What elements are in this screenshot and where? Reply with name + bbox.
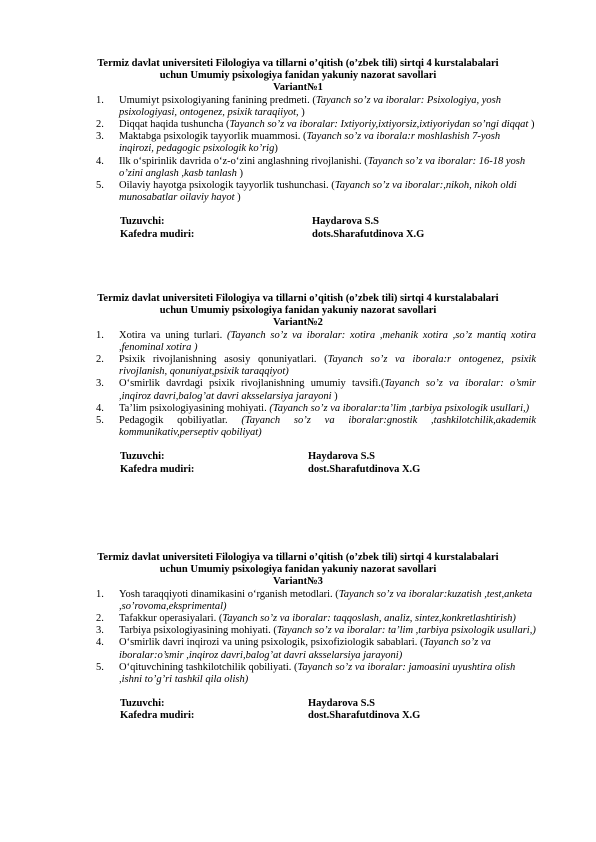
- author-label: Tuzuvchi:: [120, 451, 165, 463]
- signature-row-head: [120, 710, 560, 722]
- question-text: Tarbiya psixologiyasining mohiyati. (: [119, 625, 277, 637]
- question-closing: ): [298, 106, 305, 118]
- question-text: O‘qituvchining tashkilotchilik qobiliyati. (: [119, 661, 298, 673]
- question-item: [96, 95, 536, 119]
- question-item: [96, 403, 536, 415]
- variant-header: [38, 58, 558, 95]
- question-keywords: (Tayanch so’z va iboralar: xotira ,mehanik xotira ,so’z mantiq xotira ,fenominal xotira ): [119, 329, 536, 353]
- question-closing: ): [528, 119, 535, 131]
- question-number: 1.: [96, 94, 104, 106]
- question-number: 3.: [96, 378, 104, 390]
- header-subject-line: uchun Umumiy psixologiya fanidan yakuniy nazorat savollari: [159, 70, 437, 82]
- question-keywords: Tayanch so’z va iboralar: Psixologiya, yosh psixologiyasi, ontogenez, psixik taraqiiyot,: [119, 94, 501, 118]
- question-number: 5.: [96, 415, 104, 427]
- department-head-name: dots.Sharafutdinova X.G: [312, 228, 425, 240]
- question-keywords: Tayanch so’z va iboralar:o’smir ,inqiroz davri,balog’at davri aksselarsiya jarayoni): [119, 637, 491, 661]
- question-item: [96, 589, 536, 613]
- question-keywords: Tayanch so’z va iboralar:,nikoh, nikoh oldi munosabatlar oilaviy hayot: [119, 180, 517, 204]
- question-closing: ): [234, 192, 241, 204]
- signature-block: [120, 216, 560, 240]
- question-keywords: Tayanch so’z va iboralar: ta’lim ,tarbiya psixologik usullari,): [276, 625, 536, 637]
- question-number: 2.: [96, 119, 104, 131]
- signature-row-author: [120, 216, 560, 228]
- question-text: Psixik rivojlanishning asosiy qonuniyatlari. (: [119, 354, 328, 366]
- question-number: 3.: [96, 131, 104, 143]
- author-label: Tuzuvchi:: [120, 216, 165, 228]
- author-name: Haydarova S.S: [312, 216, 379, 228]
- question-closing: ): [331, 390, 338, 402]
- department-head-name: dost.Sharafutdinova X.G: [308, 463, 421, 475]
- variant-block-2: [0, 293, 596, 476]
- header-university-line: Termiz davlat universiteti Filologiya va tillarni o’qitish (o’zbek tili) sirtqi 4 kurstalabalari: [97, 552, 499, 563]
- question-item: [96, 613, 536, 625]
- department-head-name: dost.Sharafutdinova X.G: [308, 710, 421, 722]
- question-closing: ): [236, 167, 243, 179]
- question-text: Diqqat haqida tushuncha (: [119, 119, 230, 131]
- author-name: Haydarova S.S: [308, 451, 375, 463]
- question-closing: ): [274, 143, 278, 155]
- question-keywords: Tayanch so’z va iborala:r moshlashish 7-yosh inqirozi, pedagogic psixologik ko’rig: [119, 131, 501, 155]
- author-label: Tuzuvchi:: [120, 698, 165, 710]
- question-number: 1.: [96, 588, 104, 600]
- question-keywords: Tayanch so’z va iboralar: taqqoslash, analiz, sintez,konkretlashtirish): [222, 613, 516, 625]
- header-subject-line: uchun Umumiy psixologiya fanidan yakuniy nazorat savollari: [159, 305, 437, 317]
- variant-block-3: [0, 552, 596, 723]
- question-item: [96, 378, 536, 402]
- question-item: [96, 637, 536, 661]
- header-subject-line: uchun Umumiy psixologiya fanidan yakuniy nazorat savollari: [159, 564, 437, 576]
- author-name: Haydarova S.S: [308, 698, 375, 710]
- question-number: 3.: [96, 625, 104, 637]
- variant-title: Variant№3: [273, 576, 323, 588]
- question-text: Oilaviy hayotga psixologik tayyorlik tushunchasi. (: [119, 180, 335, 192]
- question-keywords: Tayanch so’z va iborala:r ontogenez, psixik rivojlanish, qonuniyat,psixik taraqqiyot): [119, 354, 536, 378]
- department-head-label: Kafedra mudiri:: [120, 710, 195, 722]
- variant-title: Variant№1: [273, 82, 323, 94]
- question-text: Umumiyt psixologiyaning fanining predmeti. (: [119, 94, 316, 106]
- question-number: 4.: [96, 402, 104, 414]
- signature-row-head: [120, 229, 560, 241]
- header-university-line: Termiz davlat universiteti Filologiya va tillarni o’qitish (o’zbek tili) sirtqi 4 kurstalabalari: [97, 293, 499, 304]
- question-item: [96, 119, 536, 131]
- variant-header: [38, 293, 558, 330]
- question-text: Tafakkur operasiyalari. (: [119, 613, 223, 625]
- signature-row-head: [120, 464, 560, 476]
- question-list: [96, 589, 536, 687]
- question-item: [96, 415, 536, 439]
- question-keywords: (Tayanch so’z va iboralar:ta’lim ,tarbiya psixologik usullari,): [269, 402, 530, 414]
- question-number: 5.: [96, 180, 104, 192]
- question-item: [96, 354, 536, 378]
- question-number: 5.: [96, 661, 104, 673]
- variant-title: Variant№2: [273, 317, 323, 329]
- question-number: 2.: [96, 354, 104, 366]
- question-list: [96, 95, 536, 205]
- question-text: Ilk o‘spirinlik davrida o‘z-o‘zini anglashning rivojlanishi. (: [119, 155, 368, 167]
- signature-row-author: [120, 698, 560, 710]
- question-text: Yosh taraqqiyoti dinamikasini o‘rganish metodlari. (: [119, 588, 339, 600]
- signature-block: [120, 698, 560, 722]
- variant-block-1: [0, 58, 596, 241]
- variant-header: [38, 552, 558, 589]
- question-item: [96, 131, 536, 155]
- signature-block: [120, 451, 560, 475]
- question-text: Maktabga psixologik tayyorlik muammosi. (: [119, 131, 307, 143]
- question-item: [96, 156, 536, 180]
- question-text: Xotira va uning turlari.: [119, 329, 227, 341]
- header-university-line: Termiz davlat universiteti Filologiya va tillarni o’qitish (o’zbek tili) sirtqi 4 kurstalabalari: [97, 58, 499, 69]
- question-keywords: Tayanch so’z va iboralar: o’smir ,inqiroz davri,balog’at davri aksselarsiya jarayoni: [119, 378, 536, 402]
- question-text: Pedagogik qobiliyatlar.: [119, 415, 242, 427]
- question-text: O‘smirlik davri inqirozi va uning psixologik, psixofiziologik sabablari. (: [119, 637, 424, 649]
- question-keywords: (Tayanch so’z va iboralar:gnostik ,tashkilotchilik,akademik kommunikativ,perseptiv qobiliyat): [119, 415, 537, 439]
- signature-row-author: [120, 451, 560, 463]
- question-list: [96, 330, 536, 440]
- question-number: 2.: [96, 613, 104, 625]
- question-keywords: Tayanch so’z va iboralar: jamoasini uyushtira olish ,ishni to’g’ri tashkil qila olish): [119, 661, 516, 686]
- question-number: 4.: [96, 155, 104, 167]
- question-keywords: Tayanch so’z va iboralar: Ixtiyoriy,ixtiyorsiz,ixtiyoriydan so’ngi diqqat: [229, 119, 529, 131]
- question-item: [96, 180, 536, 204]
- department-head-label: Kafedra mudiri:: [120, 463, 195, 475]
- question-number: 4.: [96, 637, 104, 649]
- question-keywords: Tayanch so’z va iboralar: 16-18 yosh o’zini anglash ,kasb tanlash: [119, 155, 526, 179]
- question-number: 1.: [96, 329, 104, 341]
- department-head-label: Kafedra mudiri:: [120, 228, 195, 240]
- question-item: [96, 662, 536, 686]
- question-keywords: Tayanch so’z va iboralar:kuzatish ,test,anketa ,so’rovoma,eksprimental): [119, 588, 533, 612]
- question-text: O‘smirlik davrdagi psixik rivojlanishning umumiy tavsifi.(: [119, 378, 385, 390]
- question-item: [96, 330, 536, 354]
- question-item: [96, 625, 536, 637]
- question-text: Ta’lim psixologiyasining mohiyati.: [119, 402, 270, 414]
